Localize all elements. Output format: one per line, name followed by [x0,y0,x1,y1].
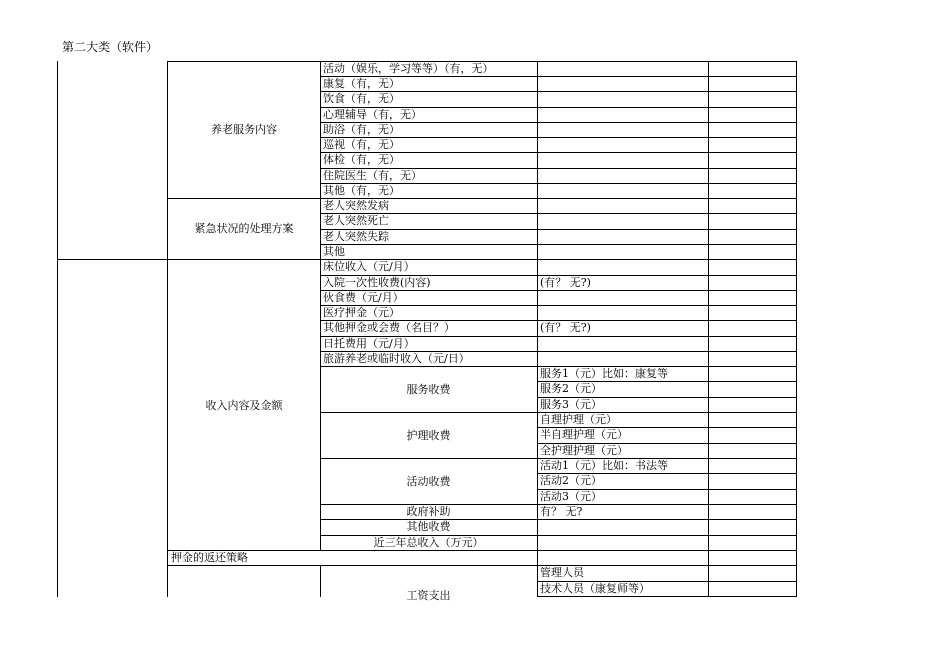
salary-label: 工资支出 [406,589,451,602]
table-cell[interactable]: 近三年总收入（万元） [373,536,484,549]
table-cell[interactable]: 旅游养老或临时收入（元/日） [323,352,470,365]
table-cell[interactable]: 自理护理（元） [540,413,617,426]
category-emergency: 紧急状况的处理方案 [194,222,294,235]
grid-line [57,61,58,597]
deposit-strategy-label: 押金的返还策略 [171,551,248,564]
table-cell[interactable]: 老人突然发病 [323,199,389,212]
table-cell[interactable]: 技术人员（康复师等） [540,582,650,595]
table-cell[interactable]: 活动1（元）比如：书法等 [540,459,668,472]
table-cell-note[interactable]: (有？ 无?) [540,321,591,334]
table-cell-note[interactable]: 有？ 无? [540,505,583,518]
table-cell[interactable]: 伙食费（元/月） [323,291,404,304]
table-cell[interactable]: 床位收入（元/月） [323,260,415,273]
table-cell[interactable]: 服务3（元） [540,398,602,411]
table-cell[interactable]: 老人突然死亡 [323,214,389,227]
grid-line [708,61,709,597]
group-service-fee: 服务收费 [406,383,451,396]
table-cell[interactable]: 医疗押金（元） [323,306,400,319]
grid-line [537,596,796,597]
table-cell[interactable]: 日托费用（元/月） [323,337,415,350]
table-cell[interactable]: 政府补助 [406,505,451,518]
grid-line [167,61,168,597]
group-nursing-fee: 护理收费 [406,429,451,442]
table-cell[interactable]: 活动（娱乐，学习等等）（有，无） [323,62,494,75]
table-cell[interactable]: 服务1（元）比如：康复等 [540,367,668,380]
category-elder-care: 养老服务内容 [211,123,277,136]
sheet-title: 第二大类（软件） [62,40,159,54]
category-income: 收入内容及金额 [205,399,283,412]
table-cell[interactable]: 助浴（有，无） [323,123,400,136]
table-cell[interactable]: 全护理护理（元） [540,444,628,457]
table-cell[interactable]: 心理辅导（有，无） [323,108,422,121]
table-cell[interactable]: 其他收费 [406,520,451,533]
table-cell[interactable]: 住院医生（有，无） [323,169,422,182]
table-cell-note[interactable]: (有？ 无?) [540,276,591,289]
table-cell[interactable]: 管理人员 [540,566,584,579]
table-cell[interactable]: 其他 [323,245,345,258]
table-cell[interactable]: 服务2（元） [540,382,602,395]
table-cell[interactable]: 活动3（元） [540,490,602,503]
table-cell[interactable]: 活动2（元） [540,474,602,487]
table-cell[interactable]: 巡视（有，无） [323,138,400,151]
table-cell[interactable]: 其他押金或会费（名目？） [323,321,455,334]
table-cell[interactable]: 体检（有，无） [323,153,400,166]
grid-line [796,61,797,597]
table-cell[interactable]: 康复（有，无） [323,77,400,90]
table-cell[interactable]: 半自理护理（元） [540,428,628,441]
group-activity-fee: 活动收费 [406,475,451,488]
table-cell[interactable]: 饮食（有，无） [323,92,400,105]
table-cell[interactable]: 其他（有，无） [323,184,400,197]
table-cell[interactable]: 老人突然失踪 [323,230,389,243]
table-cell[interactable]: 入院一次性收费(内容) [323,276,431,289]
